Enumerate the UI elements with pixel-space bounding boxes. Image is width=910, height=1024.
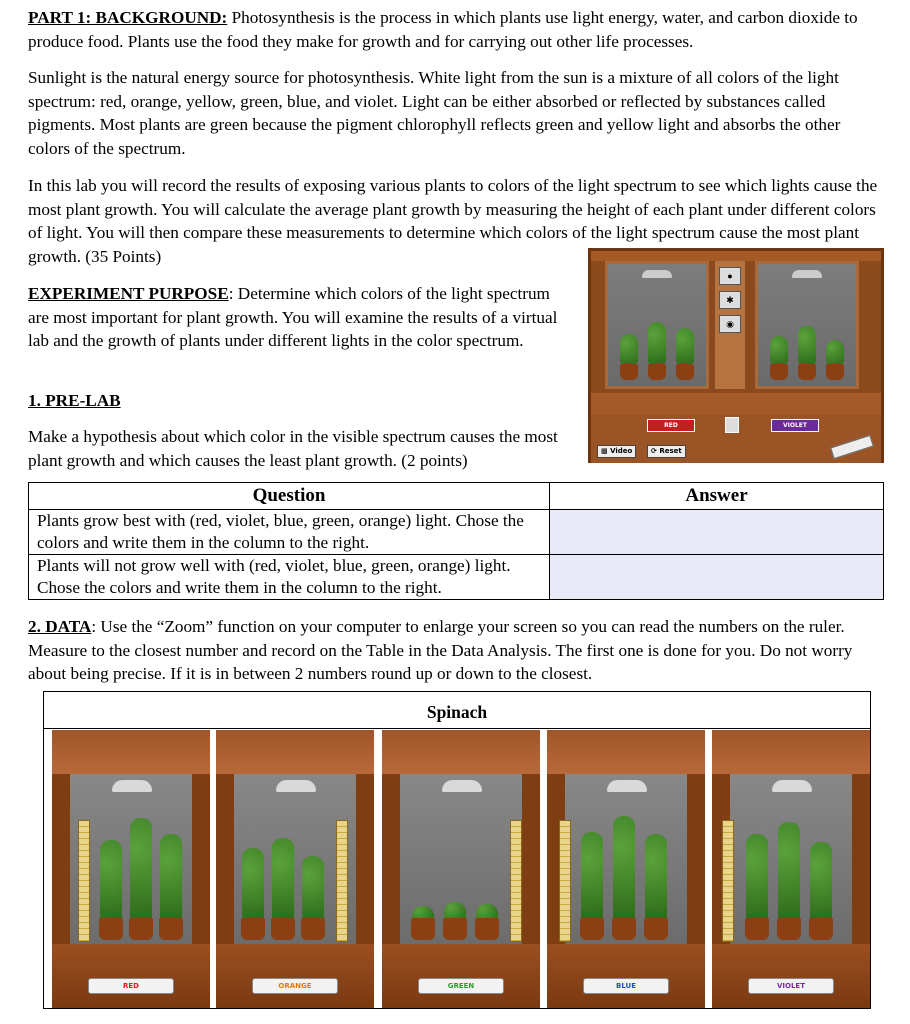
control-panel	[591, 415, 881, 463]
lab-paragraph: In this lab you will record the results of exposing various plants to colors of the light spectrum to see which lights cause the most plant growth. You will calculate the average plant growth by measuring the height of each plant under different colors of light. You will then compare these measurements to determine which colors of the light spectrum cause the most plant growth. (35 Points)	[28, 176, 878, 266]
cabinet-top	[52, 730, 210, 774]
ruler	[336, 820, 348, 942]
sunlight-paragraph: Sunlight is the natural energy source for photosynthesis. White light from the sun is a mixture of all colors of the light spectrum: red, orange, yellow, green, blue, and violet. Light can be either absorbed or reflected by substances called pigments. Most plants are green because the pigment chlorophyll reflects green and yellow light and absorbs the other colors of the spectrum.	[28, 68, 841, 158]
video-button	[597, 445, 636, 458]
lamp-icon	[112, 780, 152, 792]
cabinet-top	[216, 730, 374, 774]
plant	[613, 816, 635, 920]
pot	[620, 364, 638, 380]
pot	[129, 918, 153, 940]
plant	[581, 832, 603, 920]
reset-button	[647, 445, 686, 458]
plant	[272, 838, 294, 920]
cabinet-floor	[52, 944, 210, 1008]
plant	[620, 334, 638, 364]
question-header: Question	[29, 483, 550, 510]
pot	[826, 364, 844, 380]
light-color-label: VIOLET	[748, 978, 834, 994]
lamp-icon	[442, 780, 482, 792]
ruler	[559, 820, 571, 942]
plant	[826, 340, 844, 364]
purpose-text: : Determine which colors of the light spectrum are most important for plant growth. You will examine the results of a virtual lab and the growth of plants under different lights in the color spectrum.	[28, 284, 558, 350]
pot	[648, 364, 666, 380]
spinach-panel-orange	[216, 730, 374, 1008]
pot	[475, 918, 499, 940]
pot	[301, 918, 325, 940]
part1-heading: PART 1: BACKGROUND:	[28, 8, 228, 27]
cabinet-floor	[712, 944, 870, 1008]
prelab-text: Make a hypothesis about which color in the visible spectrum causes the most plant growth and which causes the least plant growth. (2 points)	[28, 427, 558, 470]
right-chamber	[755, 261, 859, 389]
lamp-icon	[607, 780, 647, 792]
plant	[676, 328, 694, 364]
reset-icon: ⟳	[651, 447, 660, 455]
right-light-label: VIOLET	[771, 419, 819, 432]
lamp-icon	[772, 780, 812, 792]
table-row	[29, 510, 884, 555]
spinach-panel-green	[382, 730, 540, 1008]
prelab-heading-line	[28, 389, 573, 413]
question-cell: Plants will not grow well with (red, violet, blue, green, orange) light. Chose the colors and write them in the column to the right.	[29, 555, 550, 600]
virtual-lab-image	[588, 248, 884, 463]
ruler	[510, 820, 522, 942]
background-paragraph	[28, 6, 883, 53]
plant	[798, 326, 816, 364]
light-color-label: BLUE	[583, 978, 669, 994]
part1-intro: Photosynthesis is the process in which plants use light energy, water, and carbon dioxide to produce food. Plants use the food they make for growth and for carrying out other life processes.	[28, 8, 858, 51]
switch-icon	[725, 417, 739, 433]
reset-label: Reset	[659, 447, 682, 455]
pot	[159, 918, 183, 940]
data-heading: 2. DATA	[28, 617, 92, 636]
pot	[271, 918, 295, 940]
question-cell: Plants grow best with (red, violet, blue, green, orange) light. Chose the colors and write them in the column to the right.	[29, 510, 550, 555]
video-icon: ▩	[601, 447, 611, 455]
hypothesis-table	[28, 482, 884, 600]
lamp-icon	[642, 270, 672, 278]
purpose-heading: EXPERIMENT PURPOSE	[28, 284, 229, 303]
lamp-icon	[792, 270, 822, 278]
light-color-label: ORANGE	[252, 978, 338, 994]
spinach-panel-red	[52, 730, 210, 1008]
data-text: : Use the “Zoom” function on your computer to enlarge your screen so you can read the numbers on the ruler. Measure to the closest number and record on the Table in the Data Analysis. The first one is done for you. Do not worry about being precise. If it is in between 2 numbers round up or down to the closest.	[28, 617, 853, 683]
cabinet-floor	[547, 944, 705, 1008]
spinach-panel-violet	[712, 730, 870, 1008]
pot	[612, 918, 636, 940]
plant	[130, 818, 152, 920]
cabinet-top	[591, 251, 881, 261]
cabinet-top	[712, 730, 870, 774]
plant	[645, 834, 667, 920]
cabinet-top	[547, 730, 705, 774]
ruler-tool-icon	[830, 435, 874, 459]
ruler	[78, 820, 90, 942]
ruler	[722, 820, 734, 942]
seed-icon: ✱	[719, 291, 741, 309]
spinach-panel-blue	[547, 730, 705, 1008]
pot	[676, 364, 694, 380]
left-light-label: RED	[647, 419, 695, 432]
purpose-paragraph	[28, 282, 573, 353]
seed-selector	[715, 261, 745, 389]
seed-icon: ◉	[719, 315, 741, 333]
pot	[644, 918, 668, 940]
pot	[809, 918, 833, 940]
pot	[99, 918, 123, 940]
plant	[302, 856, 324, 920]
table-row	[29, 555, 884, 600]
plant	[770, 336, 788, 364]
lamp-icon	[276, 780, 316, 792]
prelab-heading: 1. PRE-LAB	[28, 391, 121, 410]
data-paragraph	[28, 615, 883, 686]
light-color-label: GREEN	[418, 978, 504, 994]
pot	[745, 918, 769, 940]
seed-icon: ●	[719, 267, 741, 285]
cabinet-top	[382, 730, 540, 774]
plant	[778, 822, 800, 920]
answer-cell[interactable]	[550, 510, 884, 555]
cabinet-floor	[382, 944, 540, 1008]
plant	[648, 322, 666, 364]
pot	[241, 918, 265, 940]
pot	[777, 918, 801, 940]
answer-cell[interactable]	[550, 555, 884, 600]
shelf	[591, 393, 881, 415]
pot	[580, 918, 604, 940]
pot	[798, 364, 816, 380]
pot	[770, 364, 788, 380]
plant	[746, 834, 768, 920]
video-label: Video	[610, 447, 633, 455]
plant	[100, 840, 122, 920]
spinach-figure	[43, 691, 871, 1009]
pot	[411, 918, 435, 940]
plant	[810, 842, 832, 920]
light-color-label: RED	[88, 978, 174, 994]
pot	[443, 918, 467, 940]
cabinet-floor	[216, 944, 374, 1008]
figure-title: Spinach	[44, 692, 870, 729]
answer-header: Answer	[550, 483, 884, 510]
plant	[160, 834, 182, 920]
left-chamber	[605, 261, 709, 389]
plant	[242, 848, 264, 920]
